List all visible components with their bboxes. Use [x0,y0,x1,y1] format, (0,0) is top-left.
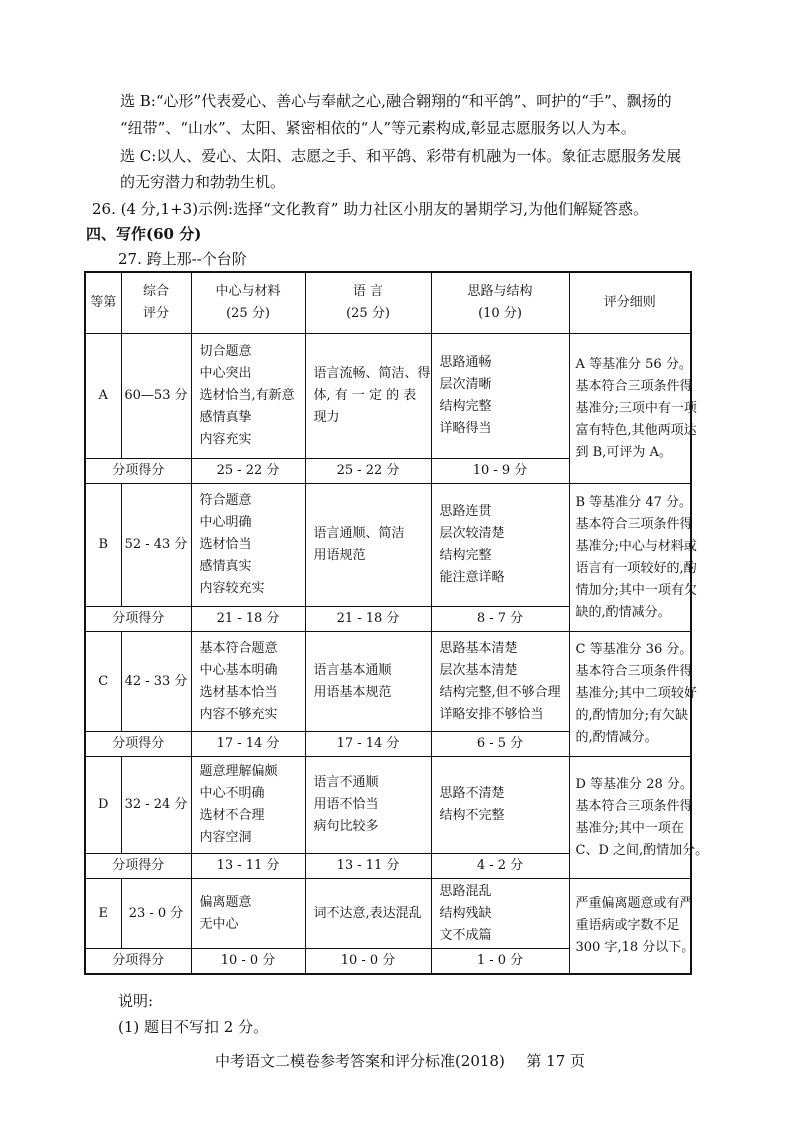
header-detail: 评分细则 [569,272,691,334]
content-score: 17 - 14 分 [191,732,305,757]
notes-label: 说明: [118,992,154,1010]
grade-cell: A [85,334,121,459]
structure-score: 4 - 2 分 [431,854,569,879]
notes-item-1: (1) 题目不写扣 2 分。 [118,1018,269,1036]
header-overall: 综合 评分 [121,272,191,334]
language-cell: 语言流畅、简洁、得 体, 有 一 定 的 表 现力 [305,334,431,459]
language-score: 25 - 22 分 [305,459,431,484]
header-grade: 等第 [85,272,121,334]
intro-line-3: 选 C:以人、爱心、太阳、志愿之手、和平鸽、彩带有机融为一体。象征志愿服务发展 [120,147,682,165]
grade-cell: E [85,879,121,949]
structure-cell: 思路连贯 层次较清楚 结构完整 能注意详略 [431,484,569,607]
language-score: 13 - 11 分 [305,854,431,879]
grade-cell: B [85,484,121,607]
content-score: 13 - 11 分 [191,854,305,879]
structure-score: 6 - 5 分 [431,732,569,757]
structure-cell: 思路混乱 结构残缺 文不成篇 [431,879,569,949]
score-label: 分项得分 [85,732,191,757]
detail-cell: C 等基准分 36 分。 基本符合三项条件得 基准分;其中二项较好 的,酌情加分;有欠缺 的,酌情减分。 [569,632,691,757]
content-score: 21 - 18 分 [191,607,305,632]
score-label: 分项得分 [85,854,191,879]
overall-score-cell: 52 - 43 分 [121,484,191,607]
language-cell: 语言通顺、简洁 用语规范 [305,484,431,607]
header-content: 中心与材料 (25 分) [191,272,305,334]
score-label: 分项得分 [85,949,191,975]
content-cell: 偏离题意 无中心 [191,879,305,949]
structure-cell: 思路通畅 层次清晰 结构完整 详略得当 [431,334,569,459]
structure-score: 10 - 9 分 [431,459,569,484]
structure-score: 1 - 0 分 [431,949,569,975]
detail-cell: B 等基准分 47 分。 基本符合三项条件得 基准分;中心与材料或 语言有一项较好的,酌 情加分;其中一项有欠 缺的,酌情减分。 [569,484,691,632]
page-number: 第 17 页 [526,1052,586,1070]
scoring-rubric-table [84,271,709,975]
overall-score-cell: 23 - 0 分 [121,879,191,949]
content-cell: 基本符合题意 中心基本明确 选材基本恰当 内容不够充实 [191,632,305,732]
content-cell: 符合题意 中心明确 选材恰当 感情真实 内容较充实 [191,484,305,607]
page-footer [0,1050,800,1071]
table-row [85,757,691,854]
grade-cell: D [85,757,121,854]
table-row [85,632,691,732]
content-cell: 切合题意 中心突出 选材恰当,有新意 感情真挚 内容充实 [191,334,305,459]
section-heading: 四、写作(60 分) [86,225,202,243]
language-score: 17 - 14 分 [305,732,431,757]
header-language: 语 言 (25 分) [305,272,431,334]
intro-line-4: 的无穷潜力和勃勃生机。 [120,173,286,191]
question-26: 26. (4 分,1+3)示例:选择“文化教育” 助力社区小朋友的暑期学习,为他们解疑答惑。 [92,200,648,218]
intro-line-2: “纽带”、“山水”、太阳、紧密相依的“人”等元素构成,彰显志愿服务以人为本。 [120,119,636,137]
language-score: 10 - 0 分 [305,949,431,975]
detail-cell: D 等基准分 28 分。 基本符合三项条件得 基准分;其中一项在 C、D 之间,酌情加分。 [569,757,691,879]
question-27: 27. 跨上那--个台阶 [118,250,247,268]
structure-cell: 思路基本清楚 层次基本清楚 结构完整,但不够合理 详略安排不够恰当 [431,632,569,732]
language-cell: 语言基本通顺 用语基本规范 [305,632,431,732]
table-row [85,484,691,607]
header-structure: 思路与结构 (10 分) [431,272,569,334]
detail-cell: 严重偏离题意或有严 重语病或字数不足 300 字,18 分以下。 [569,879,691,975]
score-label: 分项得分 [85,607,191,632]
footer-title: 中考语文二模卷参考答案和评分标准(2018) [214,1052,505,1070]
structure-score: 8 - 7 分 [431,607,569,632]
content-score: 10 - 0 分 [191,949,305,975]
detail-cell: A 等基准分 56 分。 基本符合三项条件得 基准分;三项中有一项 富有特色,其他两项达 到 B,可评为 A。 [569,334,691,484]
language-cell: 语言不通顺 用语不恰当 病句比较多 [305,757,431,854]
score-label: 分项得分 [85,459,191,484]
intro-line-1: 选 B:“心形”代表爱心、善心与奉献之心,融合翱翔的“和平鸽”、呵护的“手”、飘扬的 [120,92,672,110]
grade-cell: C [85,632,121,732]
table-row [85,879,691,949]
table-header-row [85,272,691,334]
overall-score-cell: 32 - 24 分 [121,757,191,854]
content-cell: 题意理解偏颇 中心不明确 选材不合理 内容空洞 [191,757,305,854]
language-cell: 词不达意,表达混乱 [305,879,431,949]
structure-cell: 思路不清楚 结构不完整 [431,757,569,854]
table-row [85,334,691,459]
content-score: 25 - 22 分 [191,459,305,484]
overall-score-cell: 60—53 分 [121,334,191,459]
language-score: 21 - 18 分 [305,607,431,632]
overall-score-cell: 42 - 33 分 [121,632,191,732]
